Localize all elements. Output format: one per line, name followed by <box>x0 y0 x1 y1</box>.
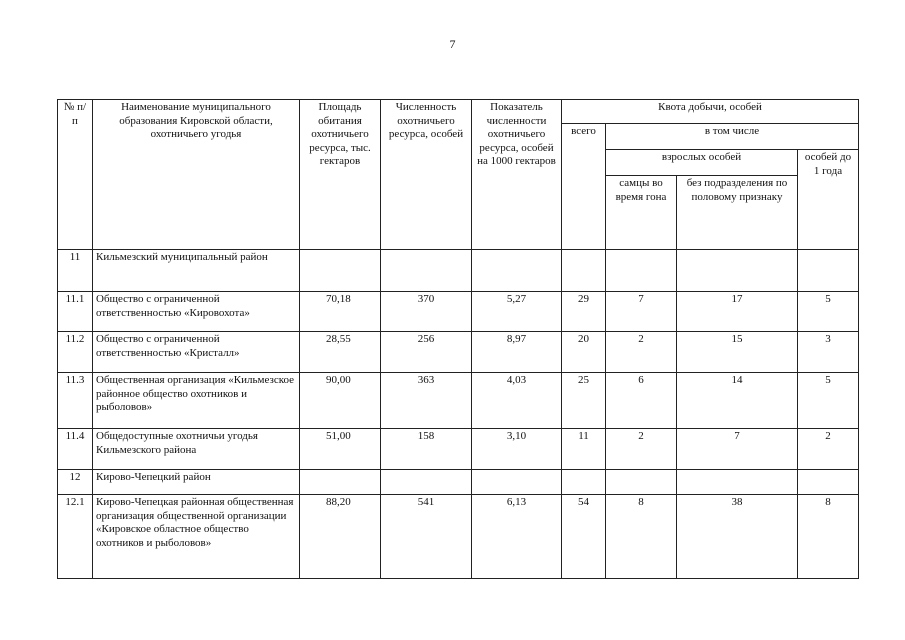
header-including: в том числе <box>606 124 859 150</box>
row-name: Кирово-Чепецкая районная общественная организация общественной организации «Кировское областное общество охотников и рыболовов» <box>93 495 300 579</box>
header-quota: Квота добычи, особей <box>562 100 859 124</box>
table-row <box>58 470 859 495</box>
header-area: Площадь обитания охотничьего ресурса, тыс. гектаров <box>300 100 381 250</box>
row-num: 11.1 <box>58 292 93 332</box>
row-males: 6 <box>606 373 677 429</box>
row-nosex <box>677 470 798 495</box>
row-num: 12 <box>58 470 93 495</box>
row-nosex: 14 <box>677 373 798 429</box>
row-area: 70,18 <box>300 292 381 332</box>
row-population: 256 <box>381 332 472 373</box>
row-males: 7 <box>606 292 677 332</box>
row-total: 20 <box>562 332 606 373</box>
row-population: 363 <box>381 373 472 429</box>
row-density <box>472 470 562 495</box>
row-total: 25 <box>562 373 606 429</box>
row-population <box>381 250 472 292</box>
row-population: 370 <box>381 292 472 332</box>
row-total: 54 <box>562 495 606 579</box>
row-total: 11 <box>562 429 606 470</box>
row-density: 6,13 <box>472 495 562 579</box>
header-no-sex-division: без подразделения по половому признаку <box>677 176 798 250</box>
table-row <box>58 292 859 332</box>
row-males: 2 <box>606 429 677 470</box>
row-population: 158 <box>381 429 472 470</box>
row-num: 12.1 <box>58 495 93 579</box>
row-area: 28,55 <box>300 332 381 373</box>
row-density: 8,97 <box>472 332 562 373</box>
table-row <box>58 332 859 373</box>
row-young: 3 <box>798 332 859 373</box>
row-total <box>562 250 606 292</box>
table-row <box>58 373 859 429</box>
row-area: 51,00 <box>300 429 381 470</box>
row-young <box>798 470 859 495</box>
row-name: Кильмезский муниципальный район <box>93 250 300 292</box>
row-name: Общественная организация «Кильмезское районное общество охотников и рыболовов» <box>93 373 300 429</box>
row-name: Кирово-Чепецкий район <box>93 470 300 495</box>
row-total: 29 <box>562 292 606 332</box>
row-name: Общество с ограниченной ответственностью «Кристалл» <box>93 332 300 373</box>
row-num: 11 <box>58 250 93 292</box>
table-row <box>58 250 859 292</box>
row-young: 5 <box>798 292 859 332</box>
row-nosex: 7 <box>677 429 798 470</box>
table-row <box>58 429 859 470</box>
row-area: 90,00 <box>300 373 381 429</box>
header-density: Показатель численности охотничьего ресурса, особей на 1000 гектаров <box>472 100 562 250</box>
row-name: Общедоступные охотничьи угодья Кильмезского района <box>93 429 300 470</box>
header-adults: взрослых особей <box>606 150 798 176</box>
row-area <box>300 250 381 292</box>
row-males: 2 <box>606 332 677 373</box>
row-num: 11.3 <box>58 373 93 429</box>
quota-table <box>57 99 859 579</box>
row-area <box>300 470 381 495</box>
row-name: Общество с ограниченной ответственностью «Кировохота» <box>93 292 300 332</box>
row-males: 8 <box>606 495 677 579</box>
row-nosex: 38 <box>677 495 798 579</box>
header-under-1-year: особей до 1 года <box>798 150 859 250</box>
page-number: 7 <box>449 37 456 51</box>
row-young: 5 <box>798 373 859 429</box>
header-total: всего <box>562 124 606 250</box>
row-nosex: 15 <box>677 332 798 373</box>
row-num: 11.2 <box>58 332 93 373</box>
row-nosex: 17 <box>677 292 798 332</box>
row-males <box>606 470 677 495</box>
row-young: 8 <box>798 495 859 579</box>
header-males-rut: самцы во время гона <box>606 176 677 250</box>
row-nosex <box>677 250 798 292</box>
row-density: 3,10 <box>472 429 562 470</box>
header-row-1 <box>58 100 859 124</box>
header-num: № п/п <box>58 100 93 250</box>
row-young <box>798 250 859 292</box>
row-density: 4,03 <box>472 373 562 429</box>
row-males <box>606 250 677 292</box>
row-population <box>381 470 472 495</box>
row-population: 541 <box>381 495 472 579</box>
table-row <box>58 495 859 579</box>
row-total <box>562 470 606 495</box>
row-density: 5,27 <box>472 292 562 332</box>
row-area: 88,20 <box>300 495 381 579</box>
row-num: 11.4 <box>58 429 93 470</box>
row-young: 2 <box>798 429 859 470</box>
header-population: Численность охотничьего ресурса, особей <box>381 100 472 250</box>
header-name: Наименование муниципального образования Кировской области, охотничьего угодья <box>93 100 300 250</box>
row-density <box>472 250 562 292</box>
